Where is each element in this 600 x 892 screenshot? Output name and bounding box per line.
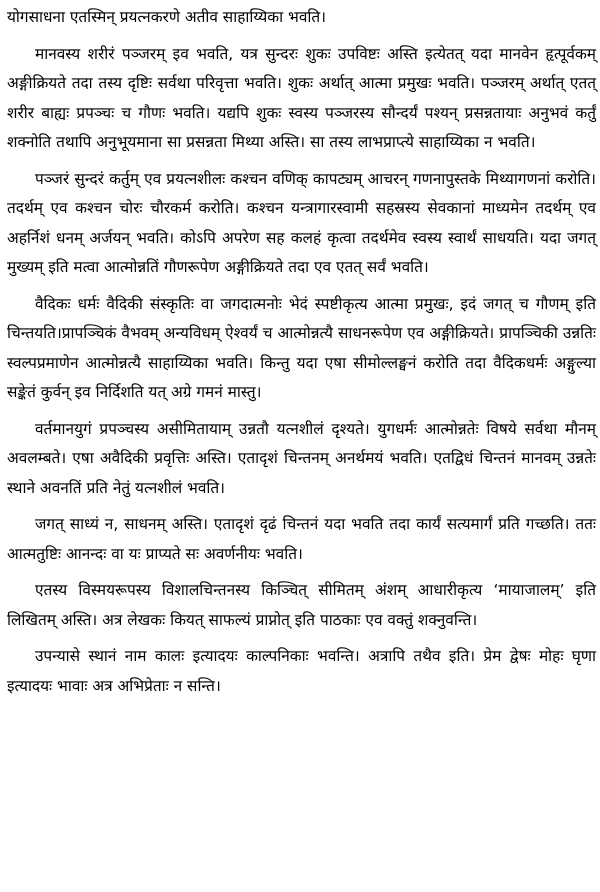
paragraph-body-modern-age: वर्तमानयुगं प्रपञ्चस्य असीमितायाम् उन्नतौ यत्नशीलं दृश्यते। युगधर्मः आत्मोन्नतेः विषये सर्वथा मौनम् अवलम्बते। एषा अवैदिकी प्रवृत्तिः अस्ति। एतादृशं चिन्तनम् अनर्थमयं भवति। एतद्विधं चिन्तनं मानवम् उन्नतेः स्थाने अवनतिं प्रति नेतुं यत्नशीलं भवति। <box>7 419 596 497</box>
paragraph-intro: योगसाधना एतस्मिन् प्रयत्नकरणे अतीव साहाय्यिका भवति। <box>7 8 326 26</box>
paragraph-body-cage: मानवस्य शरीरं पञ्जरम् इव भवति, यत्र सुन्दरः शुकः उपविष्टः अस्ति इत्येतत् यदा मानवेन हृत्पूर्वकम् अङ्गीक्रियते तदा तस्य दृष्टिः सर्वथा परिवृत्ता भवति। शुकः अर्थात् आत्मा प्रमुखः भवति। पञ्जरम् अर्थात् एतत् शरीर बाह्यः प्रपञ्चः च गौणः भवति। यद्यपि शुकः स्वस्य पञ्जरस्य सौन्दर्यं पश्यन् प्रसन्नतायाः अनुभवं कर्तुं शक्नोति तथापि अनुभूयमाना सा प्रसन्नता मिथ्या अस्ति। सा तस्य लाभप्राप्त्ये साहाय्यिका न भवति। <box>7 44 596 151</box>
paragraph-body-vedic: वैदिकः धर्मः वैदिकी संस्कृतिः वा जगदात्मनोः भेदं स्पष्टीकृत्य आत्मा प्रमुखः, इदं जगत् च गौणम् इति चिन्तयति।प्रापञ्चिकं वैभवम् अन्यविधम् ऐश्वर्यं च आत्मोन्नत्यै साधनरूपेण एव अङ्गीक्रियते। प्रापञ्चिकी उन्नतिः स्वल्पप्रमाणेन आत्मोन्नत्यै साहाय्यिका भवति। किन्तु यदा एषा सीमोल्लङ्घनं करोति तदा वैदिकधर्मः अङ्गुल्या सङ्केतं कुर्वन् इव निर्दिशति यत् अग्रे गमनं मास्तु। <box>7 294 596 401</box>
paragraph-body-merchant: पञ्जरं सुन्दरं कर्तुम् एव प्रयत्नशीलः कश्चन वणिक् कापट्यम् आचरन् गणनापुस्तके मिथ्यागणनां करोति। तदर्थम् एव कश्चन चोरः चौरकर्म करोति। कश्चन यन्त्रागारस्वामी सहस्रस्य सेवकानां माध्यमेन तदर्थम् एव अहर्निशं धनम् अर्जयन् भवति। कोऽपि अपरेण सह कलहं कृत्वा तदर्थमेव स्वस्य स्वार्थं साधयति। यदा जगत् मुख्यम् इति मत्वा आत्मोन्नतिं गौणरूपेण अङ्गीक्रियते तदा एव एतत् सर्वं भवति। <box>7 169 596 276</box>
paragraph-body-novel: उपन्यासे स्थानं नाम कालः इत्यादयः काल्पनिकाः भवन्ति। अत्रापि तथैव इति। प्रेम द्वेषः मोहः घृणा इत्यादयः भावाः अत्र अभिप्रेताः न सन्ति। <box>7 647 596 695</box>
paragraph-body-mayajalam: एतस्य विस्मयरूपस्य विशालचिन्तनस्य किञ्चित् सीमितम् अंशम् आधारीकृत्य ‘मायाजालम्’ इति लिखितम् अस्ति। अत्र लेखकः कियत् साफल्यं प्राप्नोत् इति पाठकाः एव वक्तुं शक्नुवन्ति। <box>7 581 596 629</box>
paragraph-body-world-means: जगत् साध्यं न, साधनम् अस्ति। एतादृशं दृढं चिन्तनं यदा भवति तदा कार्यं सत्यमार्गं प्रति गच्छति। ततः आत्मतुष्टिः आनन्दः वा यः प्राप्यते सः अवर्णनीयः भवति। <box>7 515 596 563</box>
